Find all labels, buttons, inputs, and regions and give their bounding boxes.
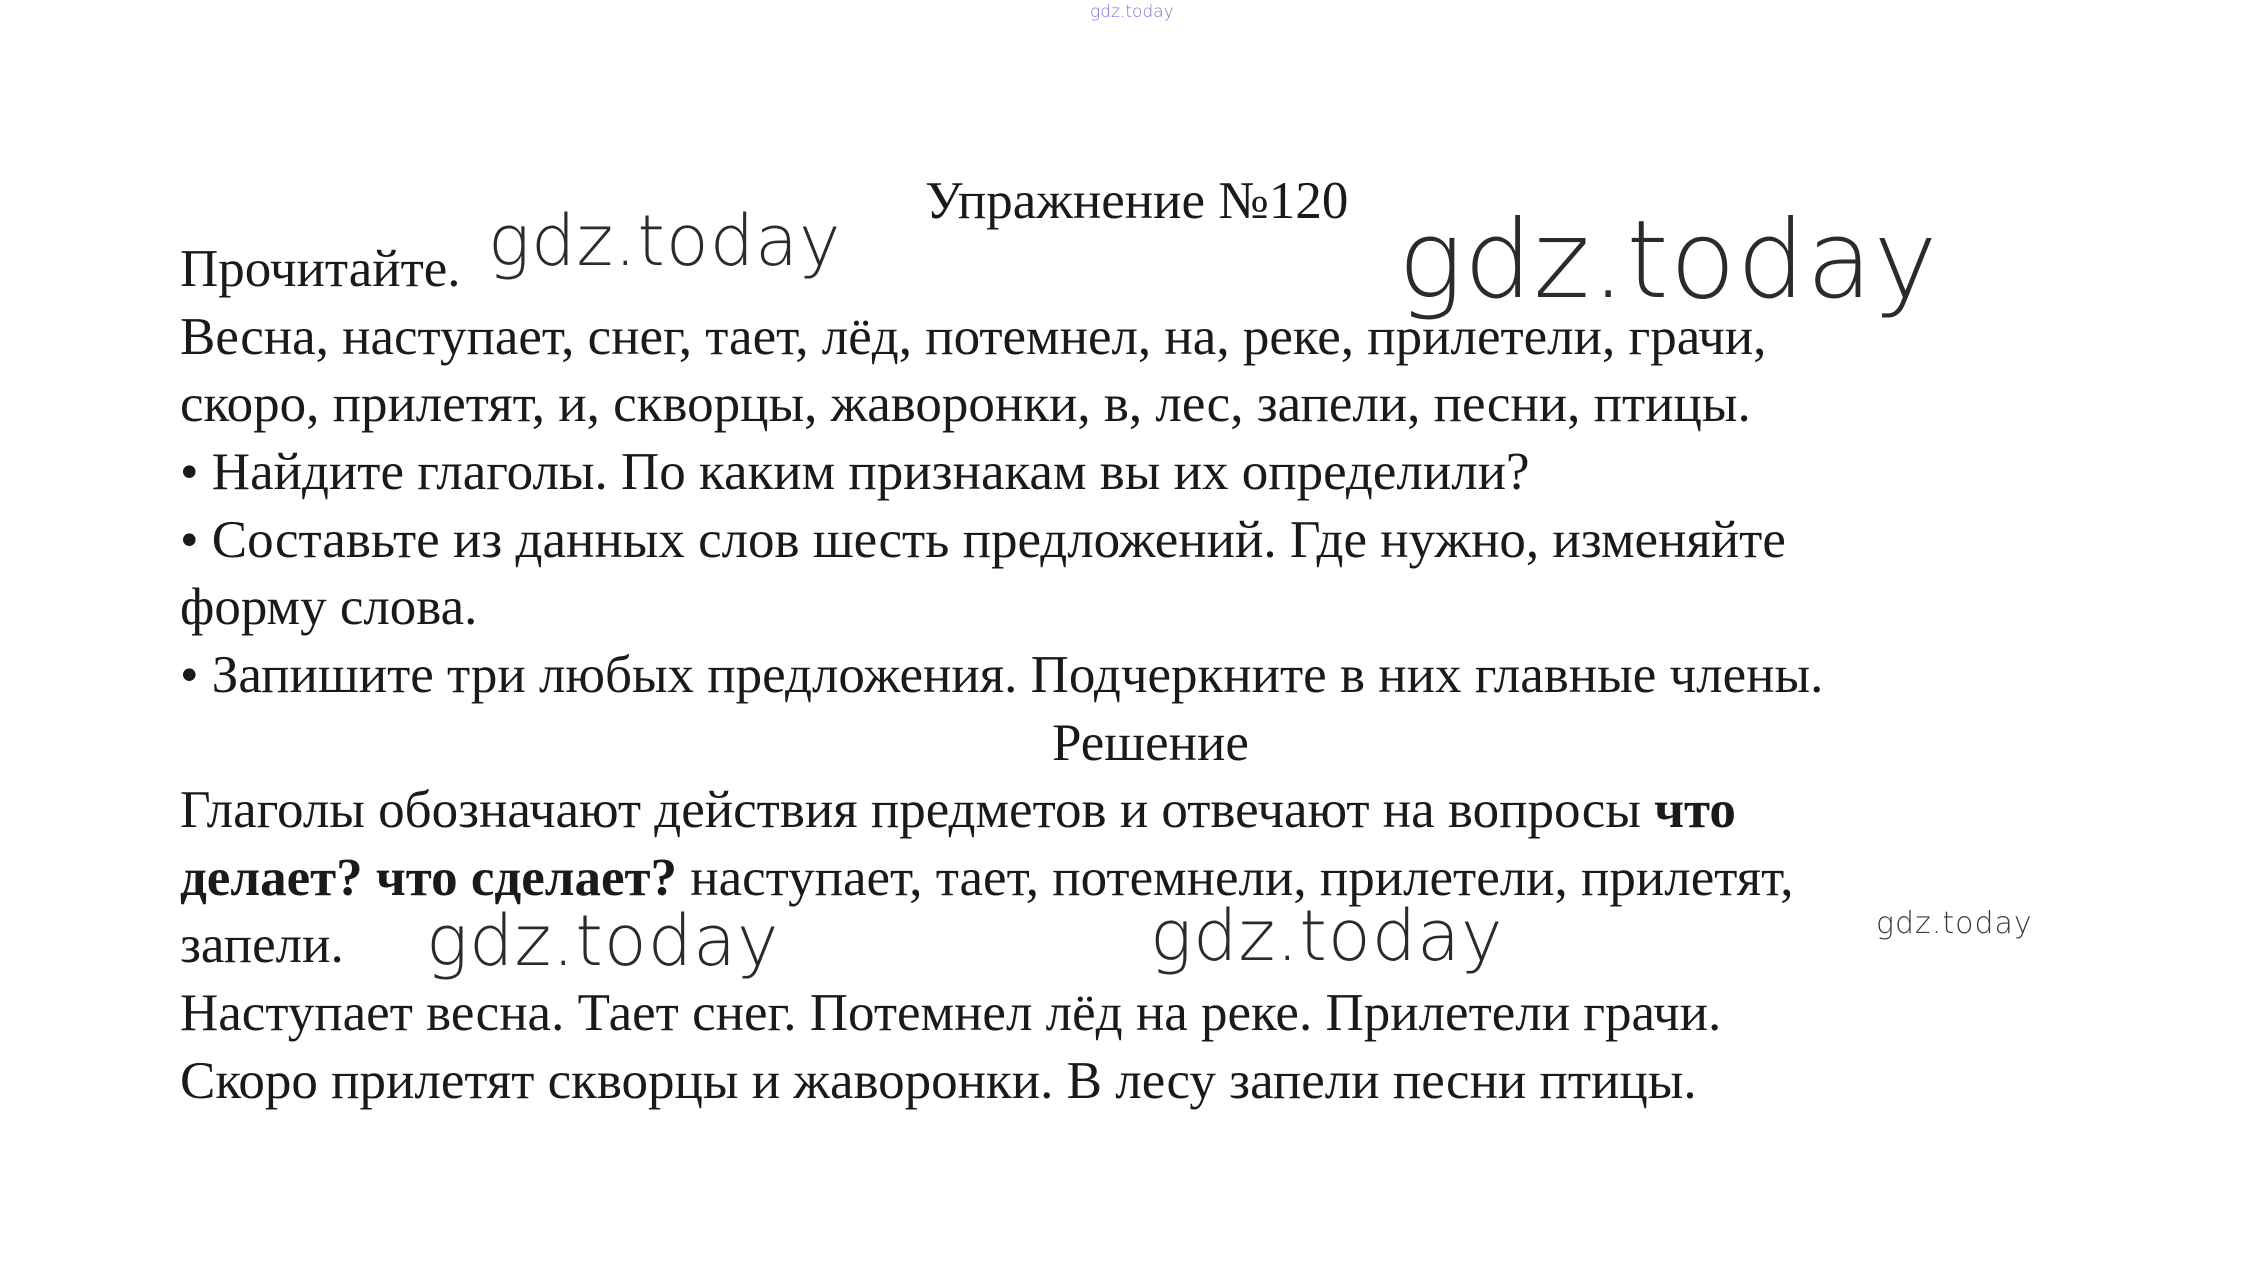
task-3: • Запишите три любых предложения. Подчеркните в них главные члены. xyxy=(180,646,1824,704)
task-2-continued: форму слова. xyxy=(180,578,478,636)
task-1: • Найдите глаголы. По каким признакам вы их определили? xyxy=(180,443,1530,501)
solution-bold-questions: делает? что сделает? xyxy=(180,849,678,907)
watermark-1: gdz.today xyxy=(488,200,842,282)
solution-heading: Решение xyxy=(1052,714,1249,772)
instruction-text: Прочитайте. xyxy=(180,240,461,298)
watermark-top: gdz.today xyxy=(1090,2,1174,22)
sentence-line-2: Скоро прилетят скворцы и жаворонки. В лесу запели песни птицы. xyxy=(180,1052,1697,1110)
solution-line-1 xyxy=(180,777,1736,843)
watermark-large: gdz.today xyxy=(1398,198,1939,323)
watermark-small: gdz.today xyxy=(1876,906,2033,941)
task-2: • Составьте из данных слов шесть предложений. Где нужно, изменяйте xyxy=(180,511,1786,569)
words-line-2: скоро, прилетят, и, скворцы, жаворонки, в, лес, запели, песни, птицы. xyxy=(180,375,1751,433)
solution-line-2 xyxy=(180,845,1794,911)
solution-bold-question: что xyxy=(1654,781,1736,839)
sentence-line-1: Наступает весна. Тает снег. Потемнел лёд на реке. Прилетели грачи. xyxy=(180,984,1722,1042)
words-line-1: Весна, наступает, снег, тает, лёд, потемнел, на, реке, прилетели, грачи, xyxy=(180,308,1767,366)
solution-line-3: запели. xyxy=(180,916,344,974)
watermark-3: gdz.today xyxy=(1150,895,1504,977)
watermark-2: gdz.today xyxy=(426,900,780,982)
exercise-title: Упражнение №120 xyxy=(925,172,1349,230)
solution-verbs: наступает, тает, потемнели, прилетели, прилетят, xyxy=(677,849,1794,907)
solution-text: Глаголы обозначают действия предметов и отвечают на вопросы xyxy=(180,781,1655,839)
